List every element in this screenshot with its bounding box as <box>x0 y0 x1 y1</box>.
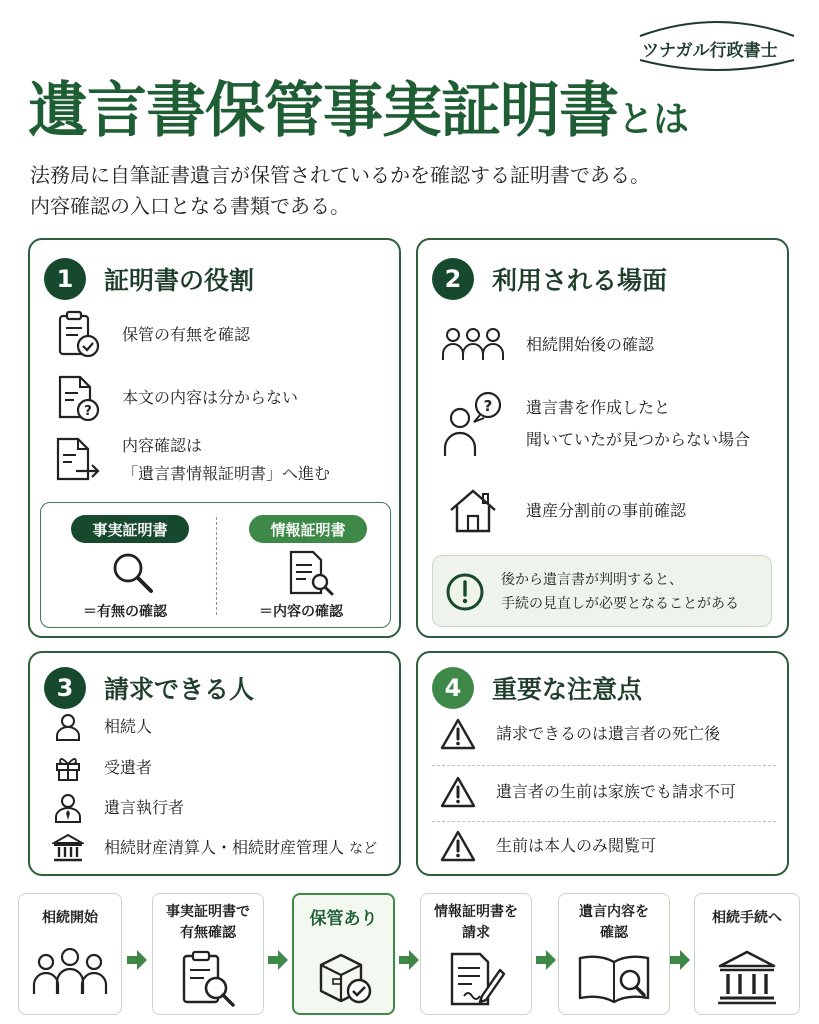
book-search-icon <box>576 952 652 1010</box>
section-number: 4 <box>432 667 474 709</box>
item-text <box>526 392 750 456</box>
item-divider <box>432 765 776 766</box>
list-item <box>50 310 250 360</box>
flow-step-content-check <box>558 893 670 1015</box>
list-item <box>50 432 330 488</box>
card-header <box>432 258 667 300</box>
list-item <box>48 754 152 782</box>
person-icon <box>48 713 88 741</box>
flow-label-line-1: 遺言内容を <box>579 904 649 920</box>
list-item <box>436 775 736 809</box>
note-line-1: 後から遺言書が判明すると、 <box>501 572 683 588</box>
card-role <box>28 238 401 638</box>
flow-label-line-2: 有無確認 <box>180 925 236 941</box>
person-tie-icon <box>48 793 88 823</box>
lead-line-2: 内容確認の入口となる書類である。 <box>30 194 350 218</box>
fact-cert-caption: ＝有無の確認 <box>83 604 167 620</box>
item-line-2: 聞いていたが見つからない場合 <box>526 430 751 449</box>
flow-step-start <box>18 893 122 1015</box>
info-cert-badge: 情報証明書 <box>249 515 367 543</box>
card-header <box>432 667 642 709</box>
flow-label-line-1: 事実証明書で <box>166 904 250 920</box>
flow-arrow-icon <box>125 948 149 976</box>
box-check-icon <box>313 947 375 1011</box>
list-item <box>438 488 686 534</box>
section-number: 1 <box>44 258 86 300</box>
item-text: 遺言者の生前は家族でも請求不可 <box>496 782 737 801</box>
flow-label-line-1: 情報証明書を <box>434 904 518 920</box>
item-text: 本文の内容は分からない <box>122 388 299 407</box>
section-title: 利用される場面 <box>492 266 668 295</box>
caution-note <box>432 555 772 627</box>
section-number: 3 <box>44 667 86 709</box>
magnifier-icon <box>111 551 155 599</box>
people-icon <box>32 948 108 1000</box>
item-text: 保管の有無を確認 <box>122 325 251 344</box>
document-arrow-icon <box>50 435 106 485</box>
warning-icon <box>436 829 480 863</box>
flow-label <box>153 902 263 944</box>
card-cautions <box>416 651 789 876</box>
item-suffix: など <box>349 840 378 857</box>
document-pen-icon <box>446 950 506 1012</box>
warning-icon <box>436 717 480 751</box>
section-title: 請求できる人 <box>104 675 255 704</box>
note-text <box>501 568 739 616</box>
item-text: 受遺者 <box>104 758 153 777</box>
bank-icon <box>716 948 778 1010</box>
bank-icon <box>48 833 88 863</box>
item-line-1: 内容確認は <box>122 436 203 455</box>
flow-label: 保管あり <box>309 909 378 929</box>
list-item <box>438 326 654 364</box>
flow-arrow-icon <box>266 948 290 976</box>
person-question-icon <box>438 390 508 458</box>
flow-arrow-icon <box>668 948 692 976</box>
people-icon <box>438 326 508 364</box>
list-item <box>50 373 298 423</box>
page-title <box>28 76 688 155</box>
card-header <box>44 667 254 709</box>
flow-step-fact-check <box>152 893 264 1015</box>
brand-logo <box>632 14 802 72</box>
flow-arrow-icon <box>397 948 421 976</box>
brand-name: ツナガル行政書士 <box>642 41 778 61</box>
item-text: 相続開始後の確認 <box>526 335 655 354</box>
title-suffix: とは <box>618 99 689 140</box>
clipboard-check-icon <box>50 310 106 360</box>
item-line-2: 「遺言書情報証明書」へ進む <box>122 464 331 483</box>
item-text: 請求できるのは遺言者の死亡後 <box>496 724 721 743</box>
card-usage <box>416 238 789 638</box>
card-requesters <box>28 651 401 876</box>
flow-step-stored <box>292 893 395 1015</box>
section-title: 重要な注意点 <box>492 675 643 704</box>
flow-label-line-2: 請求 <box>462 925 490 941</box>
lead-text <box>30 160 650 222</box>
item-text <box>122 432 330 488</box>
document-question-icon <box>50 373 106 423</box>
flow-label: 相続開始 <box>42 910 98 926</box>
clipboard-search-icon <box>178 950 238 1012</box>
flow-step-info-request <box>420 893 532 1015</box>
compare-divider <box>216 517 217 615</box>
info-cert-caption: ＝内容の確認 <box>259 604 343 620</box>
exclamation-icon <box>445 572 485 616</box>
item-text: 遺産分割前の事前確認 <box>526 501 687 520</box>
section-title: 証明書の役割 <box>104 266 255 295</box>
document-search-icon <box>287 549 337 601</box>
house-icon <box>438 488 508 534</box>
list-item <box>436 829 656 863</box>
section-number: 2 <box>432 258 474 300</box>
flow-label <box>559 902 669 944</box>
svg-text:?: ? <box>483 397 493 415</box>
card-header <box>44 258 254 300</box>
fact-cert-badge: 事実証明書 <box>71 515 189 543</box>
item-text <box>104 834 377 863</box>
svg-text:?: ? <box>84 404 92 419</box>
item-text: 遺言執行者 <box>104 798 185 817</box>
list-item <box>48 793 184 823</box>
item-text: 相続人 <box>104 717 153 736</box>
list-item <box>438 390 750 458</box>
flow-label <box>421 902 531 944</box>
flow-label: 相続手続へ <box>712 910 782 926</box>
title-main: 遺言書保管事実証明書 <box>28 76 618 146</box>
compare-box <box>40 502 391 628</box>
list-item <box>48 833 377 863</box>
list-item <box>48 713 152 741</box>
flow-step-procedure <box>694 893 800 1015</box>
item-main-text: 相続財産清算人・相続財産管理人 <box>104 837 345 857</box>
warning-icon <box>436 775 480 809</box>
note-line-2: 手続の見直しが必要となることがある <box>501 596 739 612</box>
item-divider <box>432 821 776 822</box>
lead-line-1: 法務局に自筆証書遺言が保管されているかを確認する証明書である。 <box>30 163 650 187</box>
flow-label-line-2: 確認 <box>600 925 628 941</box>
item-line-1: 遺言書を作成したと <box>526 398 671 417</box>
flow-arrow-icon <box>534 948 558 976</box>
item-text: 生前は本人のみ閲覧可 <box>496 836 657 855</box>
gift-icon <box>48 754 88 782</box>
list-item <box>436 717 720 751</box>
